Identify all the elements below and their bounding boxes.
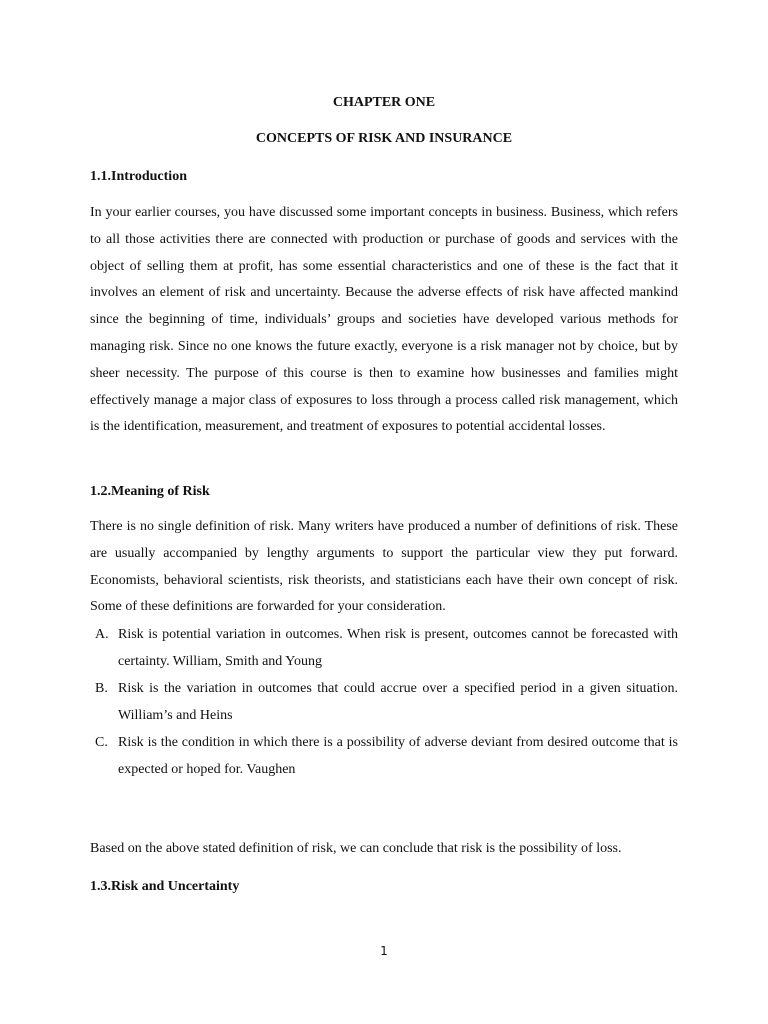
- chapter-subtitle: CONCEPTS OF RISK AND INSURANCE: [255, 131, 513, 146]
- section-heading-meaning-of-risk: 1.2.Meaning of Risk: [90, 484, 210, 499]
- definition-text: Risk is the variation in outcomes that could accrue over a specified period in a given situation. William’s and Heins: [118, 681, 678, 723]
- introduction-paragraph: In your earlier courses, you have discussed some important concepts in business. Business, which refers to all those activities there are connected with production or purchase of goods and services with the object of selling them at profit, has some essential characteristics and one of these is the fact that it involves an element of risk and uncertainty. Because the adverse effects of risk have affected mankind since the beginning of time, individuals’ groups and societies have developed various methods for managing risk. Since no one knows the future exactly, everyone is a risk manager not by choice, but by sheer necessity. The purpose of this course is then to examine how businesses and families might effectively manage a major class of exposures to loss through a process called risk management, which is the identification, measurement, and treatment of exposures to potential accidental losses.: [90, 205, 678, 435]
- list-item: [90, 621, 678, 675]
- meaning-of-risk-paragraph: There is no single definition of risk. Many writers have produced a number of definitions of risk. These are usually accompanied by lengthy arguments to support the particular view they put forward. Economists, behavioral scientists, risk theorists, and statisticians each have their own concept of risk. Some of these definitions are forwarded for your consideration.: [90, 519, 678, 615]
- definition-text: Risk is potential variation in outcomes. When risk is present, outcomes cannot be forecasted with certainty. William, Smith and Young: [118, 627, 678, 669]
- section-heading-introduction: 1.1.Introduction: [90, 169, 187, 184]
- list-marker: C.: [95, 735, 108, 750]
- risk-conclusion-paragraph: Based on the above stated definition of risk, we can conclude that risk is the possibility of loss.: [90, 841, 622, 856]
- definition-text: Risk is the condition in which there is a possibility of adverse deviant from desired outcome that is expected or hoped for. Vaughen: [118, 735, 678, 777]
- page-number: 1: [380, 944, 388, 958]
- section-heading-risk-and-uncertainty: 1.3.Risk and Uncertainty: [90, 879, 240, 894]
- list-marker: A.: [95, 627, 109, 642]
- risk-definitions-list: [90, 621, 678, 783]
- list-marker: B.: [95, 681, 108, 696]
- list-item: [90, 729, 678, 783]
- chapter-title: CHAPTER ONE: [332, 95, 436, 110]
- list-item: [90, 675, 678, 729]
